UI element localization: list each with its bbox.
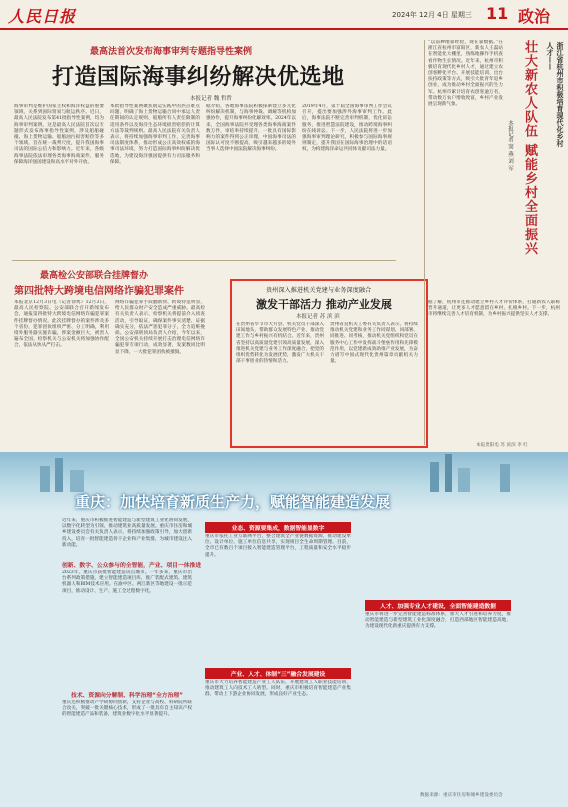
story3-subheadline: 贵州深入推进机关党建与业务深度融合	[266, 287, 372, 294]
story3-byline: 本报记者 苏 滨 滨	[296, 314, 340, 320]
sidebar-col1: “以前种地靠经验，现在靠数据。”在浙江省杭州市富阳区，新农人王磊站在智能化大棚里，熟练地操作手机查看作物生长情况。近年来，杭州市积极培育现代化乡村人才，通过建立农创客孵化平台、开展技能培训、出台扶持政策等方式，吸引大批青年返乡创业，成为推动乡村全面振兴的生力军。杭州市累计培育农创客逾万名，带动数万农户增收致富，乡村产业发展呈现新气象。	[428, 40, 503, 108]
story1-col4: 2019年4月，第十届全国海事审判工作会议召开，提出要加强涉外海事审判工作。此后，海事法院不断完善审判机制，优化诉讼服务，推进智慧法院建设，推动跨境海事纠纷在线诉讼。下一步，人民法院将进一步加强海事审判理论研究，积极参与国际海事规则制定，提升我国在国际海事治理中的话语权，为构建海洋命运共同体贡献司法力量。	[302, 104, 392, 153]
sidebar-lead: 浙江省杭州市积极培育现代化乡村人才——	[546, 42, 564, 147]
story3-credit: 本报贵阳电 苏 滨滨 李 红	[476, 443, 528, 448]
banner-col5: 重庆市将进一步完善智能建造标准体系，加大人才引进和培养力度，推动智能建造与新型建筑工业化深度融合，打造西部地区智能建造高地，为建设现代化新重庆提供有力支撑。	[365, 612, 511, 630]
masthead	[0, 0, 568, 30]
skyline-image	[0, 452, 568, 492]
sidebar-byline: 本报记者 窦 燕 刘 军	[507, 120, 513, 171]
banner-subhead-5: 人才、加强专业人才建设，全面智能建造数据	[365, 600, 511, 611]
story1-kicker: 最高法首次发布海事审判专题指导性案例	[90, 47, 253, 57]
divider	[12, 260, 396, 261]
banner-col1: 2023年，重庆市获批智能建造试点城市。一年多来，重庆市出台系列政策措施，建立智能建造项目库，推广装配式建筑、建筑机器人和BIM技术应用。在渝中区、两江新区等地建设一批示范项目，推动设计、生产、施工全过程数字化。	[62, 570, 192, 594]
issue-date: 2024年 12月 4日 星期三	[392, 11, 472, 19]
banner-footer: 数据来源：重庆市住房和城乡建设委员会	[420, 793, 503, 798]
story1-col2: 本批指导性案例聚焦航运实践中的热点难点问题，明确了海上货物运输合同中承运人责任期间的认定规则、船舶所有人责任限制的适用条件以及海洋生态环境损害赔偿的计算方法等裁判规则。最高人民法院有关负责人表示，将持续加强海事审判工作，完善海事司法制度体系，推动形成公正高效权威的海事司法环境，努力打造国际海事纠纷解决优选地，为建设海洋强国提供有力司法服务和保障。	[110, 104, 200, 165]
banner-title: 重庆：加快培育新质生产力，赋能智能建造发展	[75, 493, 391, 511]
story3-headline: 激发干部活力 推动产业发展	[256, 298, 392, 311]
banner-col2: 重庆还积极推动产学研协同创新，支持企业与高校、科研院所联合攻关，突破一批关键核心技术，形成了一批具有自主知识产权的智能建造产品和装备，建筑业数字化水平显著提升。	[62, 700, 192, 718]
sidebar-headline: 壮大新农人队伍 赋能乡村全面振兴	[522, 40, 537, 256]
banner-subhead-4: 产业、人才、体制“三”融合发展建设	[205, 668, 351, 679]
banner-intro: 近年来，重庆市积极推进智能建造与新型建筑工业化协同发展，以数字化转型为引领，推动建筑业高质量发展。重庆市住房和城乡建设委员会有关负责人表示，将持续加强政策引导，加大创新投入，培育一批智能建造骨干企业和产业集群，为城市建设注入新动能。	[62, 518, 192, 548]
story2-headline: 第四批特大跨境电信网络诈骗犯罪案件	[14, 286, 184, 297]
banner-subhead-3: 业态、资源要集成，数据智能显数字	[205, 522, 351, 533]
page-number: 11	[486, 4, 509, 23]
story1-col3: 据介绍，各地海事法院积极探索建立多元化纠纷解决机制，与海事仲裁、调解等机构加强协作，提升海事纠纷化解效率。2024年以来，全国海事法院共受理各类海事海商案件数万件，审结率持续提升，一批具有国际影响力的案件得到公正审理，中国海事司法的国际认可度不断提高，吸引越来越多的境外当事人选择中国法院解决海事纠纷。	[206, 104, 296, 153]
section-name: 政治	[518, 7, 551, 26]
sidebar-divider	[424, 40, 425, 445]
story2-col1: 本报北京12月3日电（记者徐隽）12月3日，最高人民检察院、公安部联合召开新闻发布会，通报第四批特大跨境电信网络诈骗犯罪案件挂牌督办情况。此次挂牌督办的案件涉及多个省份，犯罪团伙组织严密、分工明确，利用境外服务器实施诈骗，涉案金额巨大，被害人遍布全国。检察机关与公安机关将加强协作配合，依法从快从严打击。	[14, 300, 109, 349]
banner-col3: 重庆市依托工业互联网平台，整合建筑全产业链数据资源，推动建设单位、设计单位、施工单位信息共享，实现项目全生命周期管理。目前，全市已有数百个项目接入智能建造管理平台，工程质量和安全水平稳步提升。	[205, 534, 351, 558]
newspaper-logo: 人民日报	[8, 7, 77, 26]
story1-col1: 海事审判是维护国家主权和海洋权益的重要领域，关系到国际贸易与航运秩序。近日，最高人民法院发布第41批指导性案例，均为海事审判案例。这是最高人民法院首次以专题形式发布海事指导性案例，涉及船舶碰撞、海上货物运输、船舶油污损害赔偿等多个领域，旨在统一裁判尺度，提升我国海事司法的国际公信力和影响力。近年来，各级海事法院依法审理各类海事海商案件，服务保障海洋强国建设和高水平对外开放。	[14, 104, 104, 165]
banner-subhead-1: 创新、数字、公众参与的全智能，产业、项目一体推进	[62, 563, 202, 569]
banner-subhead-2: 技术、资源向分解制、科学治理“全方治理”	[71, 693, 183, 699]
banner-col4: 重庆市大力培养智能建造产业工人队伍，开展建筑工人职业技能培训，推动建筑工人向技术工人转型。同时，重庆市积极培育智能建造产业集群，带动上下游企业协同发展，形成良好产业生态。	[205, 680, 351, 698]
story1-byline: 本报记者 魏 哲哲	[190, 96, 232, 102]
story1-headline: 打造国际海事纠纷解决优选地	[52, 65, 345, 90]
story3-col1: 在贵州省毕节市大方县，机关党员干部深入田间地头，帮助群众发展特色产业，推动党建工作与乡村振兴有机结合。近年来，贵州省坚持以高质量党建引领高质量发展，深入推进机关党建与业务工作深度融合，把党的组织优势转化为发展优势，激发广大机关干部干事创业的热情和活力。	[236, 322, 324, 365]
sidebar-col2: 据了解，杭州市还推动建立乡村人才评价体系，打通新农人职称晋升通道，让更多人才愿意留在乡村、扎根乡村。下一步，杭州市将继续完善人才培育机制，为乡村振兴提供坚实人才支撑。	[428, 300, 560, 318]
story2-col2: 网络诈骗犯罪手段翻新快、跨境特征明显，给人民群众财产安全造成严重威胁。最高检有关负责人表示，检察机关将提前介入侦查活动，引导取证，确保案件事实清楚、证据确实充分，依法严惩犯罪分子，全力追赃挽损。公安部刑侦局负责人介绍，今年以来，全国公安机关持续开展打击治理电信网络诈骗犯罪专项行动，成效显著，发案数同比明显下降，一大批犯罪团伙被摧毁。	[115, 300, 205, 355]
story3-col2: 贵州省直机关工委有关负责人表示，将持续推动机关党建和业务工作同谋划、同部署、同推进、同考核，推动机关党组织和党员在服务中心工作中发挥战斗堡垒作用和先锋模范作用，以党建新成效助推产业发展，为奋力谱写中国式现代化贵州篇章贡献机关力量。	[330, 322, 418, 365]
story2-kicker: 最高检公安部联合挂牌督办	[40, 271, 149, 281]
